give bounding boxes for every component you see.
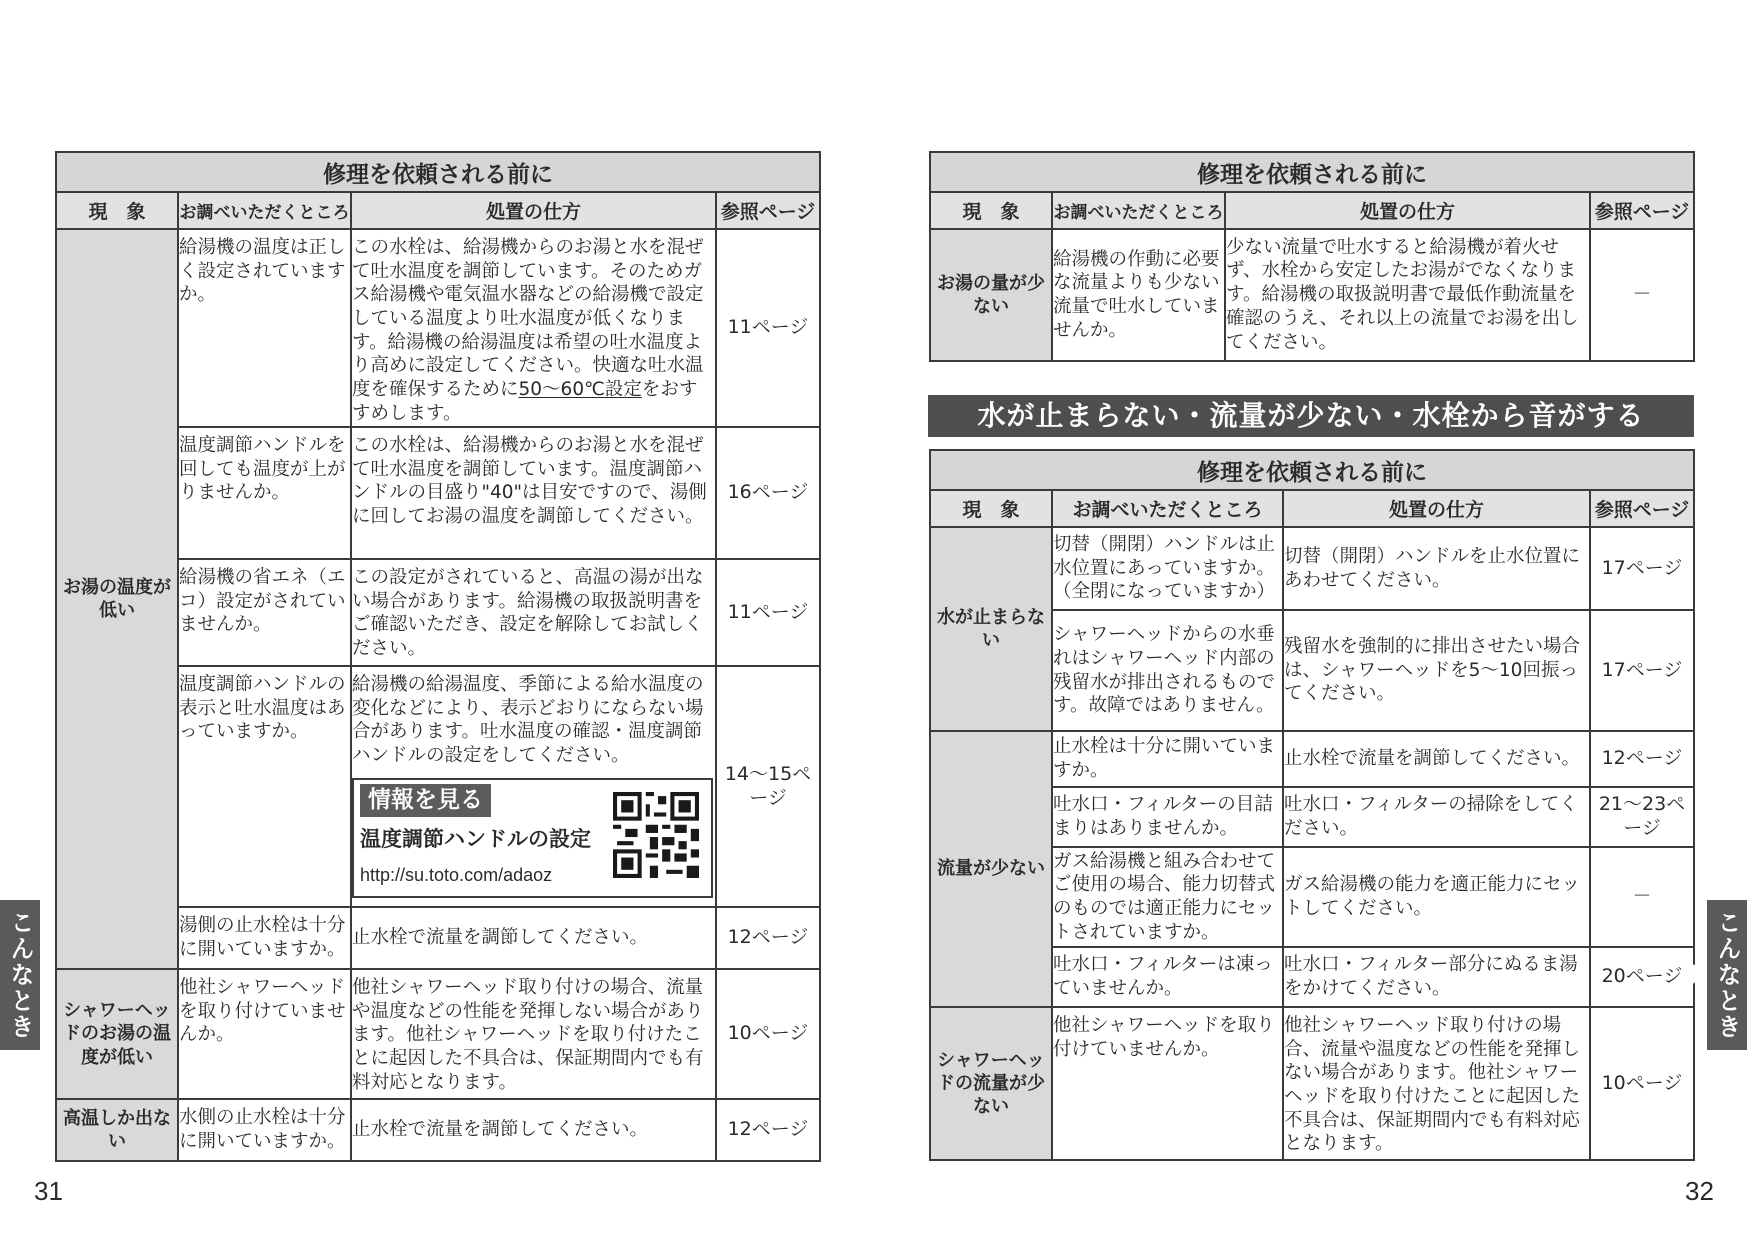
table-row-check: 止水栓は十分に開いていますか。 xyxy=(1052,731,1283,787)
table-row-fix xyxy=(351,666,716,907)
fix-text-pre: 快適な吐水温度を確保するために xyxy=(352,355,704,401)
info-box[interactable] xyxy=(352,778,713,898)
table-title: 修理を依頼される前に xyxy=(56,152,820,192)
table-row-fix: 他社シャワーヘッド取り付けの場合、流量や温度などの性能を発揮しない場合があります。他社シャワーヘッドを取り付けたことに起因した不具合は、保証期間内でも有料対応となります。 xyxy=(1283,1007,1590,1160)
table-row-ref: 12ページ xyxy=(716,1099,820,1161)
left-troubleshoot-table xyxy=(55,151,821,1162)
header-fix: 処置の仕方 xyxy=(1283,490,1590,527)
section-banner: 水が止まらない・流量が少ない・水栓から音がする xyxy=(928,395,1694,437)
phenomenon-low-temp: お湯の温度が低い xyxy=(56,229,178,969)
header-check: お調べいただくところ xyxy=(1052,490,1283,527)
phenomenon-shower-low-flow: シャワーヘッドの流量が少ない xyxy=(930,1007,1052,1160)
table-row-check: 温度調節ハンドルの表示と吐水温度はあっていますか。 xyxy=(178,666,351,907)
table-row-fix: 止水栓で流量を調節してください。 xyxy=(351,1099,716,1161)
fix-text: この水栓は、給湯機からのお湯と水を混ぜて吐水温度を調節しています。そのためガス給湯機や電気温水器などの給湯機で設定している温度より吐水温度が低くなります。給湯機の給湯温度は希望の吐水温度より高めに設定してください。 xyxy=(352,237,704,377)
table-row-check: 吐水口・フィルターは凍っていませんか。 xyxy=(1052,947,1283,1007)
header-check: お調べいただくところ xyxy=(1052,192,1225,229)
table-row-fix: 他社シャワーヘッド取り付けの場合、流量や温度などの性能を発揮しない場合があります。他社シャワーヘッドを取り付けたことに起因した不具合は、保証期間内でも有料対応となります。 xyxy=(351,969,716,1099)
right-hot-water-table xyxy=(929,151,1695,362)
table-title: 修理を依頼される前に xyxy=(930,152,1694,192)
phenomenon-low-flow-hot: お湯の量が少ない xyxy=(930,229,1052,361)
fix-text: 給湯機の給湯温度、季節による給水温度の変化などにより、表示どおりにならない場合があります。吐水温度の確認・温度調節ハンドルの設定をしてください。 xyxy=(352,674,704,767)
table-row-check: 給湯機の作動に必要な流量よりも少ない流量で吐水していませんか。 xyxy=(1052,229,1225,361)
table-row-fix: この設定がされていると、高温の湯が出ない場合があります。給湯機の取扱説明書をご確認いただき、設定を解除してお試しください。 xyxy=(351,559,716,666)
table-row-ref: － xyxy=(1590,229,1694,361)
table-row-ref: － xyxy=(1590,847,1694,947)
header-ref: 参照ページ xyxy=(1590,192,1694,229)
table-row-ref: 12ページ xyxy=(1590,731,1694,787)
header-fix: 処置の仕方 xyxy=(351,192,716,229)
table-row-fix: 残留水を強制的に排出させたい場合は、シャワーヘッドを5～10回振ってください。 xyxy=(1283,610,1590,731)
side-tab-right[interactable]: こんなときは xyxy=(1707,900,1747,1050)
table-row-ref: 10ページ xyxy=(1590,1007,1694,1160)
table-row-check: 給湯機の省エネ（エコ）設定がされていませんか。 xyxy=(178,559,351,666)
table-row-fix: 吐水口・フィルター部分にぬるま湯をかけてください。 xyxy=(1283,947,1590,1007)
table-row-ref: 21～23ページ xyxy=(1590,787,1694,847)
info-tag: 情報を見る xyxy=(360,784,491,817)
table-row-check: 湯側の止水栓は十分に開いていますか。 xyxy=(178,907,351,969)
table-row-ref: 11ページ xyxy=(716,559,820,666)
fix-text-post: をおすすめします。 xyxy=(352,379,698,424)
table-row-fix: ガス給湯機の能力を適正能力にセットしてください。 xyxy=(1283,847,1590,947)
table-row-fix: 少ない流量で吐水すると給湯機が着火せず、水栓から安定したお湯がでなくなります。給湯機の取扱説明書で最低作動流量を確認のうえ、それ以上の流量でお湯を出してください。 xyxy=(1225,229,1590,361)
right-flow-table xyxy=(929,449,1695,1161)
table-row-ref: 16ページ xyxy=(716,427,820,559)
table-row-check: 給湯機の温度は正しく設定されていますか。 xyxy=(178,229,351,427)
table-row-ref: 14～15ページ xyxy=(716,666,820,907)
table-row-fix: 切替（開閉）ハンドルを止水位置にあわせてください。 xyxy=(1283,527,1590,610)
header-ref: 参照ページ xyxy=(716,192,820,229)
table-row-fix: 止水栓で流量を調節してください。 xyxy=(351,907,716,969)
table-row-check: シャワーヘッドからの水垂れはシャワーヘッド内部の残留水が排出されるものです。故障ではありません。 xyxy=(1052,610,1283,731)
table-row-ref: 17ページ xyxy=(1590,527,1694,610)
qr-code-icon[interactable] xyxy=(613,792,699,878)
info-title: 温度調節ハンドルの設定 xyxy=(360,826,591,851)
header-phenomenon: 現 象 xyxy=(930,490,1052,527)
table-row-ref: 12ページ xyxy=(716,907,820,969)
table-row-fix: この水栓は、給湯機からのお湯と水を混ぜて吐水温度を調節しています。温度調節ハンドルの目盛り"40"は目安ですので、湯側に回してお湯の温度を調節してください。 xyxy=(351,427,716,559)
table-row-fix: 止水栓で流量を調節してください。 xyxy=(1283,731,1590,787)
page-number-right: 32 xyxy=(1685,1176,1714,1206)
phenomenon-only-hot: 高温しか出ない xyxy=(56,1099,178,1161)
table-row-check: 水側の止水栓は十分に開いていますか。 xyxy=(178,1099,351,1161)
recommended-temp: 50～60℃設定 xyxy=(518,379,642,401)
table-row-ref: 17ページ xyxy=(1590,610,1694,731)
table-row-check: 切替（開閉）ハンドルは止水位置にあっていますか。（全閉になっていますか） xyxy=(1052,527,1283,610)
header-ref: 参照ページ xyxy=(1590,490,1694,527)
table-row-check: 温度調節ハンドルを回しても温度が上がりませんか。 xyxy=(178,427,351,559)
phenomenon-low-flow: 流量が少ない xyxy=(930,731,1052,1007)
header-check: お調べいただくところ xyxy=(178,192,351,229)
table-row-check: 他社シャワーヘッドを取り付けていませんか。 xyxy=(178,969,351,1099)
table-row-ref: 11ページ xyxy=(716,229,820,427)
table-row-fix xyxy=(351,229,716,427)
table-row-ref: 20ページ xyxy=(1590,947,1694,1007)
page-number-left: 31 xyxy=(34,1176,63,1206)
table-title: 修理を依頼される前に xyxy=(930,450,1694,490)
table-row-check: 吐水口・フィルターの目詰まりはありませんか。 xyxy=(1052,787,1283,847)
header-phenomenon: 現 象 xyxy=(56,192,178,229)
info-url-link[interactable]: http://su.toto.com/adaoz xyxy=(360,864,553,885)
header-fix: 処置の仕方 xyxy=(1225,192,1590,229)
table-row-fix: 吐水口・フィルターの掃除をしてください。 xyxy=(1283,787,1590,847)
table-row-check: ガス給湯機と組み合わせてご使用の場合、能力切替式のものでは適正能力にセットされていますか。 xyxy=(1052,847,1283,947)
table-row-ref: 10ページ xyxy=(716,969,820,1099)
phenomenon-no-stop: 水が止まらない xyxy=(930,527,1052,731)
table-row-check: 他社シャワーヘッドを取り付けていませんか。 xyxy=(1052,1007,1283,1160)
side-tab-left[interactable]: こんなとき xyxy=(0,900,40,1050)
phenomenon-shower-low-temp: シャワーヘッドのお湯の温度が低い xyxy=(56,969,178,1099)
header-phenomenon: 現 象 xyxy=(930,192,1052,229)
